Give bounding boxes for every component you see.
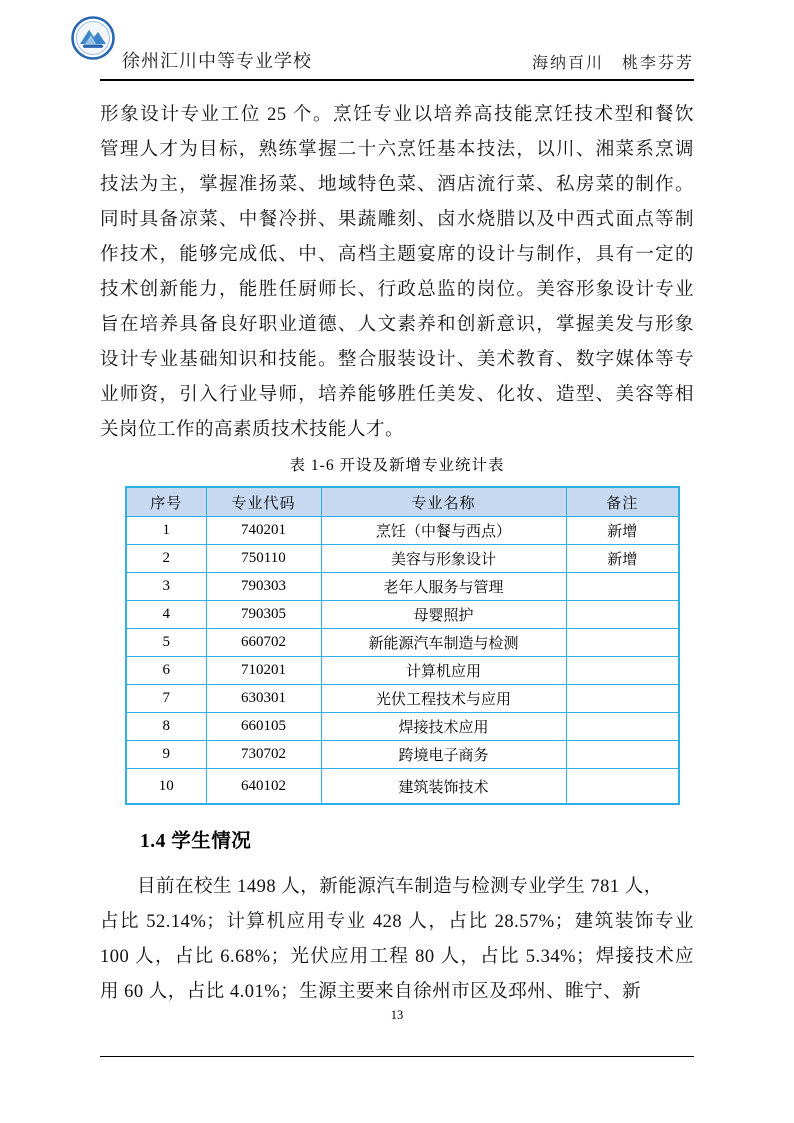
school-name: 徐州汇川中等专业学校 — [122, 51, 312, 71]
table-cell: 730702 — [206, 741, 321, 769]
text-line: 旨在培养具备良好职业道德、人文素养和创新意识，掌握美发与形象 — [100, 315, 694, 335]
table-cell: 建筑装饰技术 — [321, 769, 566, 805]
section-heading-students: 1.4 学生情况 — [140, 831, 252, 852]
majors-table — [125, 486, 680, 805]
table-cell: 660702 — [206, 629, 321, 657]
paragraph-majors — [100, 98, 694, 448]
table-cell: 750110 — [206, 545, 321, 573]
school-logo-icon — [71, 16, 115, 60]
text-line: 技法为主，掌握准扬菜、地域特色菜、酒店流行菜、私房菜的制作。 — [100, 175, 694, 195]
col-header-remark: 备注 — [566, 487, 679, 517]
table-row — [126, 601, 679, 629]
table-cell: 640102 — [206, 769, 321, 805]
table-cell: 790305 — [206, 601, 321, 629]
text-line: 设计专业基础知识和技能。整合服装设计、美术教育、数字媒体等专 — [100, 350, 694, 370]
table-cell — [566, 713, 679, 741]
table-cell: 740201 — [206, 517, 321, 545]
text-line: 占比 52.14%；计算机应用专业 428 人，占比 28.57%；建筑装饰专业 — [100, 912, 694, 932]
text-line: 技术创新能力，能胜任厨师长、行政总监的岗位。美容形象设计专业 — [100, 280, 694, 300]
text-line: 100 人，占比 6.68%；光伏应用工程 80 人，占比 5.34%；焊接技术应 — [100, 947, 694, 967]
table-row — [126, 545, 679, 573]
table-row — [126, 657, 679, 685]
table-cell: 1 — [126, 517, 206, 545]
table-row — [126, 629, 679, 657]
text-line: 管理人才为目标，熟练掌握二十六烹饪基本技法，以川、湘菜系烹调 — [100, 140, 694, 160]
table-cell — [566, 657, 679, 685]
table-cell: 6 — [126, 657, 206, 685]
table-row — [126, 573, 679, 601]
table-cell — [566, 601, 679, 629]
table-cell — [566, 629, 679, 657]
header-motto: 海纳百川 桃李芬芳 — [531, 55, 694, 72]
footer-rule — [100, 1056, 694, 1057]
table-cell: 790303 — [206, 573, 321, 601]
table-cell: 7 — [126, 685, 206, 713]
text-line: 目前在校生 1498 人，新能源汽车制造与检测专业学生 781 人， — [137, 877, 663, 897]
table-cell: 5 — [126, 629, 206, 657]
table-caption: 表 1-6 开设及新增专业统计表 — [289, 457, 505, 474]
table-cell: 新增 — [566, 517, 679, 545]
page-number: 13 — [390, 1008, 404, 1022]
table-cell: 母婴照护 — [321, 601, 566, 629]
table-cell: 3 — [126, 573, 206, 601]
table-cell: 8 — [126, 713, 206, 741]
table-row — [126, 741, 679, 769]
table-cell — [566, 769, 679, 805]
col-header-index: 序号 — [126, 487, 206, 517]
col-header-name: 专业名称 — [321, 487, 566, 517]
text-line: 业师资，引入行业导师，培养能够胜任美发、化妆、造型、美容等相 — [100, 385, 694, 405]
table-cell: 新能源汽车制造与检测 — [321, 629, 566, 657]
table-row — [126, 685, 679, 713]
table-cell — [566, 741, 679, 769]
table-cell: 烹饪（中餐与西点） — [321, 517, 566, 545]
table-cell: 老年人服务与管理 — [321, 573, 566, 601]
table-cell: 4 — [126, 601, 206, 629]
paragraph-students — [100, 870, 694, 1010]
table-row — [126, 769, 679, 805]
text-line: 作技术，能够完成低、中、高档主题宴席的设计与制作，具有一定的 — [100, 245, 694, 265]
table-cell: 光伏工程技术与应用 — [321, 685, 566, 713]
table-cell — [566, 685, 679, 713]
table-cell: 9 — [126, 741, 206, 769]
text-line: 同时具备凉菜、中餐冷拼、果蔬雕刻、卤水烧腊以及中西式面点等制 — [100, 210, 694, 230]
page-header — [100, 0, 694, 81]
table-cell: 焊接技术应用 — [321, 713, 566, 741]
table-cell: 660105 — [206, 713, 321, 741]
table-cell: 美容与形象设计 — [321, 545, 566, 573]
text-line: 形象设计专业工位 25 个。烹饪专业以培养高技能烹饪技术型和餐饮 — [100, 105, 694, 125]
table-row — [126, 517, 679, 545]
table-cell: 710201 — [206, 657, 321, 685]
table-cell: 630301 — [206, 685, 321, 713]
page-content — [100, 98, 694, 1010]
table-header-row — [126, 487, 679, 517]
col-header-code: 专业代码 — [206, 487, 321, 517]
table-row — [126, 713, 679, 741]
table-body — [126, 517, 679, 805]
text-line: 用 60 人，占比 4.01%；生源主要来自徐州市区及邳州、睢宁、新 — [100, 982, 642, 1002]
table-cell: 10 — [126, 769, 206, 805]
table-cell: 新增 — [566, 545, 679, 573]
table-cell: 2 — [126, 545, 206, 573]
table-cell: 跨境电子商务 — [321, 741, 566, 769]
table-cell — [566, 573, 679, 601]
text-line: 关岗位工作的高素质技术技能人才。 — [100, 420, 405, 440]
table-cell: 计算机应用 — [321, 657, 566, 685]
